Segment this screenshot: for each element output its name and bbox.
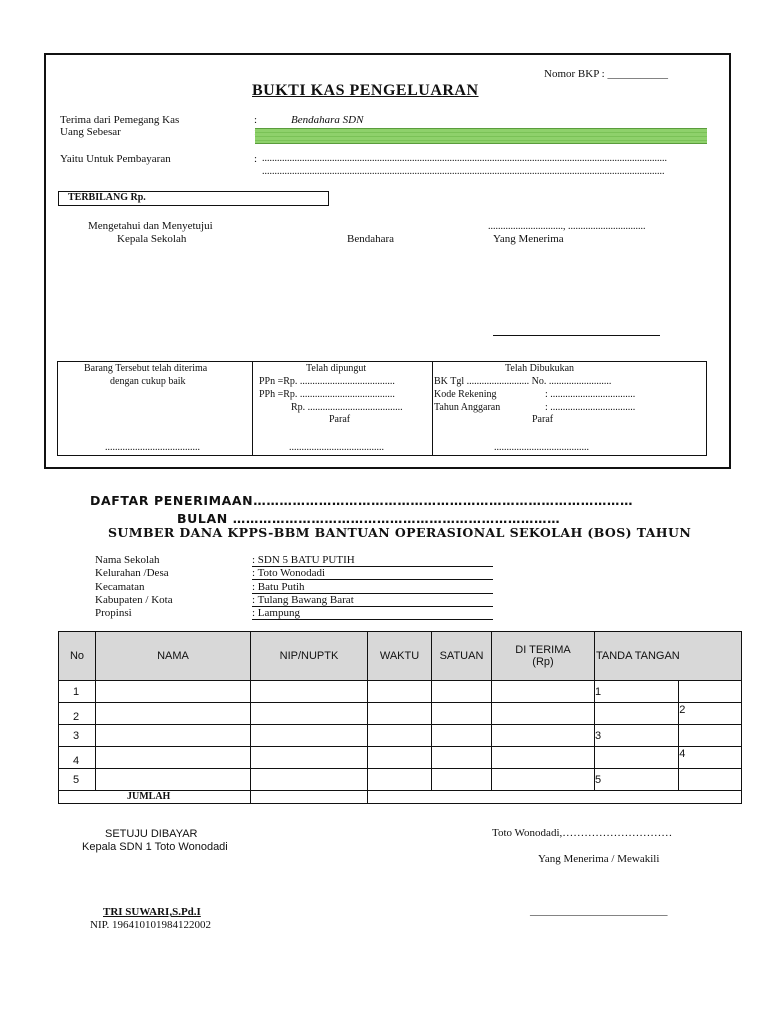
paraf-label-2: Paraf [532,414,554,425]
barang-sign-dots: ...................................... [105,442,200,453]
pph-line: PPh =Rp. ...................................... [259,389,395,400]
bkp-title: BUKTI KAS PENGELUARAN [252,82,479,99]
table-cell [432,703,492,725]
table-cell [492,769,595,791]
table-cell [368,769,432,791]
table-cell [368,725,432,747]
receiver-signature-line [493,335,660,336]
table-cell [251,747,368,769]
ppn-line: PPn =Rp. ...................................... [259,376,395,387]
signature-slot-right: 4 [679,747,742,769]
col-satuan: SATUAN [432,632,492,681]
table-cell [251,703,368,725]
row-number: 5 [59,769,96,791]
table-row [59,703,742,725]
dibukukan-sign-dots: ...................................... [494,442,589,453]
rp-line: Rp. ...................................... [291,402,403,413]
info-value: : Lampung [252,607,493,620]
daftar-title: DAFTAR PENERIMAAN…………………………………………………………………………… [90,493,634,508]
terima-label: Terima dari Pemegang Kas [60,114,180,126]
col-nama: NAMA [96,632,251,681]
table-cell [432,725,492,747]
yaitu-colon: : [254,153,258,165]
payment-dots-2: ................................................................................................................................................................. [262,166,665,177]
tahun-anggaran-label: Tahun Anggaran [434,402,501,413]
bendahara-label: Bendahara [347,233,395,245]
table-cell [96,769,251,791]
barang-label-1: Barang Tersebut telah diterima [84,363,208,374]
jumlah-nip [251,791,368,804]
col-tanda-2 [679,632,742,681]
col-waktu: WAKTU [368,632,432,681]
row-number: 1 [59,681,96,703]
col-tanda-label: TANDA TANGAN [596,650,680,662]
terima-colon: : [254,114,258,126]
amount-field-highlight [255,128,707,144]
table-cell [492,725,595,747]
barang-label-2: dengan cukup baik [110,376,186,387]
receiver-sign-line: _________________________ [530,905,668,917]
table-cell [679,725,742,747]
terbilang-label: TERBILANG Rp. [68,192,146,203]
dipungut-sign-dots: ...................................... [289,442,384,453]
table-cell [251,681,368,703]
table-cell [96,681,251,703]
uang-label: Uang Sebesar [60,126,121,138]
row-number: 2 [59,703,96,725]
info-label: Kecamatan [95,580,145,593]
table-cell [679,769,742,791]
table-cell [251,769,368,791]
col-tanda [595,632,679,681]
table-cell [432,681,492,703]
info-value: : Tulang Bawang Barat [252,594,493,607]
info-label: Kabupaten / Kota [95,593,173,606]
setuju-dibayar: SETUJU DIBAYAR [105,828,198,840]
divider-1 [252,361,253,456]
col-no: No [59,632,96,681]
paraf-label-1: Paraf [329,414,351,425]
footer-place-date: Toto Wonodadi,………………………… [492,827,673,839]
col-nip: NIP/NUPTK [251,632,368,681]
table-cell [432,769,492,791]
telah-dibukukan-label: Telah Dibukukan [505,363,575,374]
kepala-sekolah-label: Kepala Sekolah [117,233,187,245]
table-cell [251,725,368,747]
table-cell [96,747,251,769]
kode-rekening-dots: : .................................. [545,389,636,400]
col-diterima [492,632,595,681]
table-cell [595,703,679,725]
kode-rekening-label: Kode Rekening [434,389,497,400]
footer-yang-menerima: Yang Menerima / Mewakili [538,853,660,865]
table-cell [679,681,742,703]
terima-value: Bendahara SDN [291,114,364,126]
table-cell [368,681,432,703]
table-cell [368,747,432,769]
yang-menerima-label: Yang Menerima [493,233,564,245]
table-cell [492,681,595,703]
divider-2 [432,361,433,456]
info-label: Propinsi [95,607,132,620]
kepala-sdn: Kepala SDN 1 Toto Wonodadi [82,841,228,853]
sumber-dana-title: SUMBER DANA KPPS-BBM BANTUAN OPERASIONAL SEKOLAH (BOS) TAHUN [108,525,692,540]
bk-tgl-line: BK Tgl ......................... No. ......................... [434,376,612,387]
table-cell [96,703,251,725]
table-cell [368,703,432,725]
info-value: : SDN 5 BATU PUTIH [252,554,493,567]
table-cell [492,747,595,769]
table-cell [492,703,595,725]
payment-dots-1: .................................................................................................................................................................. [262,153,667,164]
col-diterima-line2: (Rp) [532,656,554,668]
bulan-title: BULAN ………………………………………………………………… [177,511,561,526]
row-number: 3 [59,725,96,747]
place-date-dots: .............................., ............................... [488,221,646,232]
jumlah-rest [368,791,742,804]
tahun-anggaran-dots: : .................................. [545,402,636,413]
signature-slot-left: 3 [595,725,679,747]
table-cell [96,725,251,747]
info-label: Kelurahan /Desa [95,567,169,580]
table-row [59,681,742,703]
yaitu-label: Yaitu Untuk Pembayaran [60,153,171,165]
row-number: 4 [59,747,96,769]
signature-slot-left: 1 [595,681,679,703]
info-value: : Toto Wonodadi [252,567,493,580]
telah-dipungut-label: Telah dipungut [306,363,367,374]
nomor-bkp: Nomor BKP : ___________ [544,68,668,80]
info-label: Nama Sekolah [95,554,160,566]
table-row [59,725,742,747]
table-cell [595,747,679,769]
signature-slot-left: 5 [595,769,679,791]
info-value: : Batu Putih [252,581,493,594]
signature-slot-right: 2 [679,703,742,725]
col-diterima-line1: DI TERIMA [515,644,571,656]
mengetahui-label: Mengetahui dan Menyetujui [88,220,213,232]
table-cell [432,747,492,769]
signatory-nip: NIP. 196410101984122002 [90,919,212,931]
jumlah-label: JUMLAH [59,791,251,804]
table-row [59,769,742,791]
signatory-name: TRI SUWARI,S.Pd.I [103,906,201,918]
table-row [59,747,742,769]
receipt-table [58,631,742,804]
